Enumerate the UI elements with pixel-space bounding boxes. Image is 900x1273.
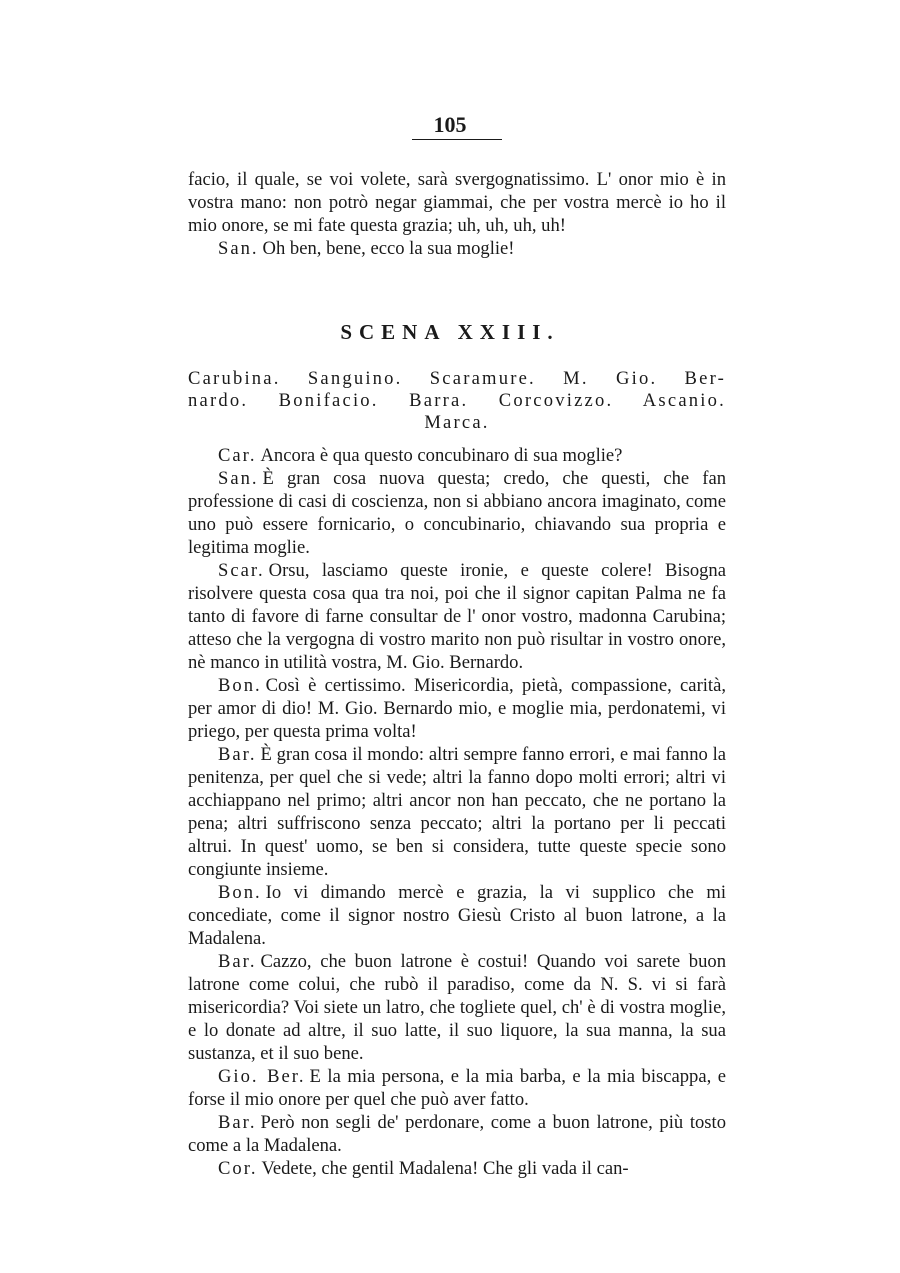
speech: [188, 1157, 726, 1180]
speech-text: Così è certissimo. Misericordia, pietà, compassione, carità, per amor di dio! M. Gio. Bernardo mio, e moglie mia, perdonatemi, vi priego, per questa prima volta!: [188, 675, 726, 742]
speech: [188, 467, 726, 559]
speech-text: E la mia persona, e la mia barba, e la mia biscappa, e forse il mio onore per quel che può aver fatto.: [188, 1066, 726, 1110]
speech: [188, 1065, 726, 1111]
cast-line: Carubina. Sanguino. Scaramure. M. Gio. Ber-: [188, 368, 726, 389]
top-speech: [188, 237, 726, 260]
speaker-label: San.: [218, 238, 259, 259]
speech-text: Però non segli de' perdonare, come a buon latrone, più tosto come a la Madalena.: [188, 1112, 726, 1156]
cast-list: [188, 368, 726, 434]
top-text-block: [188, 168, 726, 260]
speech-text: Vedete, che gentil Madalena! Che gli vada il can-: [261, 1158, 629, 1179]
speech: [188, 559, 726, 674]
speech-text: È gran cosa nuova questa; credo, che questi, che fan professione di casi di coscienza, non si abbiano ancora imaginato, come uno può essere fornicario, o concubinario, chiavando sua propria e legitima moglie.: [188, 468, 726, 558]
speech-text: Cazzo, che buon latrone è costui! Quando voi sarete buon latrone come colui, che rubò il paradiso, come da N. S. vi si farà misericordia? Voi siete un latro, che togliete quel, ch' è di vostra moglie, e lo donate ad altre, il suo latte, il suo liquore, la sua manna, la sua sustanza, et il suo bene.: [188, 951, 726, 1064]
speaker-label: Gio. Ber.: [218, 1066, 306, 1087]
speaker-label: Car.: [218, 445, 257, 466]
speaker-label: Bon.: [218, 675, 262, 696]
speech-text: Oh ben, bene, ecco la sua moglie!: [262, 238, 515, 259]
speech: [188, 674, 726, 743]
speech: [188, 444, 726, 467]
speech-text: È gran cosa il mondo: altri sempre fanno errori, e mai fanno la penitenza, per quel che si vede; altri la fanno dopo molti errori; altri vi acchiappano nel primo; altri ancor non han peccato, che ne portano la pena; altri suffriscono senza peccato; altri la portano per li peccati altrui. In quest' uomo, se ben si considera, tutte queste specie sono congiunte insieme.: [188, 744, 726, 880]
page-number-rule: [412, 139, 502, 140]
speaker-label: Bar.: [218, 1112, 257, 1133]
speech: [188, 743, 726, 881]
page-number: 105: [433, 112, 467, 137]
speech: [188, 881, 726, 950]
speech: [188, 1111, 726, 1157]
speaker-label: Bon.: [218, 882, 262, 903]
dialogue-block: [188, 444, 726, 1180]
speaker-label: Bar.: [218, 744, 257, 765]
speaker-label: Bar.: [218, 951, 257, 972]
speaker-label: Cor.: [218, 1158, 258, 1179]
cast-line: Marca.: [424, 412, 490, 433]
speech: [188, 950, 726, 1065]
speech-text: Ancora è qua questo concubinaro di sua moglie?: [260, 445, 623, 466]
cast-line: nardo. Bonifacio. Barra. Corcovizzo. Ascanio.: [188, 390, 726, 411]
speech-text: Io vi dimando mercè e grazia, la vi supplico che mi concediate, come il signor nostro Giesù Cristo al buon latrone, a la Madalena.: [188, 882, 726, 949]
speech-text: Orsu, lasciamo queste ironie, e queste colere! Bisogna risolvere questa cosa qua tra noi, poi che il signor capitan Palma ne fa tanto di favore di farne consultar de l' onor vostro, madonna Carubina; atteso che la vergogna di vostro marito non può risultar in vostro onore, nè manco in utilità vostra, M. Gio. Bernardo.: [188, 560, 726, 673]
top-paragraph: facio, il quale, se voi volete, sarà svergognatissimo. L' onor mio è in vostra mano: non potrò negar giammai, che per vostra mercè io ho il mio onore, se mi fate questa grazia; uh, uh, uh, uh!: [188, 169, 726, 236]
speaker-label: San.: [218, 468, 259, 489]
scene-title: SCENA XXIII.: [340, 320, 560, 344]
speaker-label: Scar.: [218, 560, 265, 581]
